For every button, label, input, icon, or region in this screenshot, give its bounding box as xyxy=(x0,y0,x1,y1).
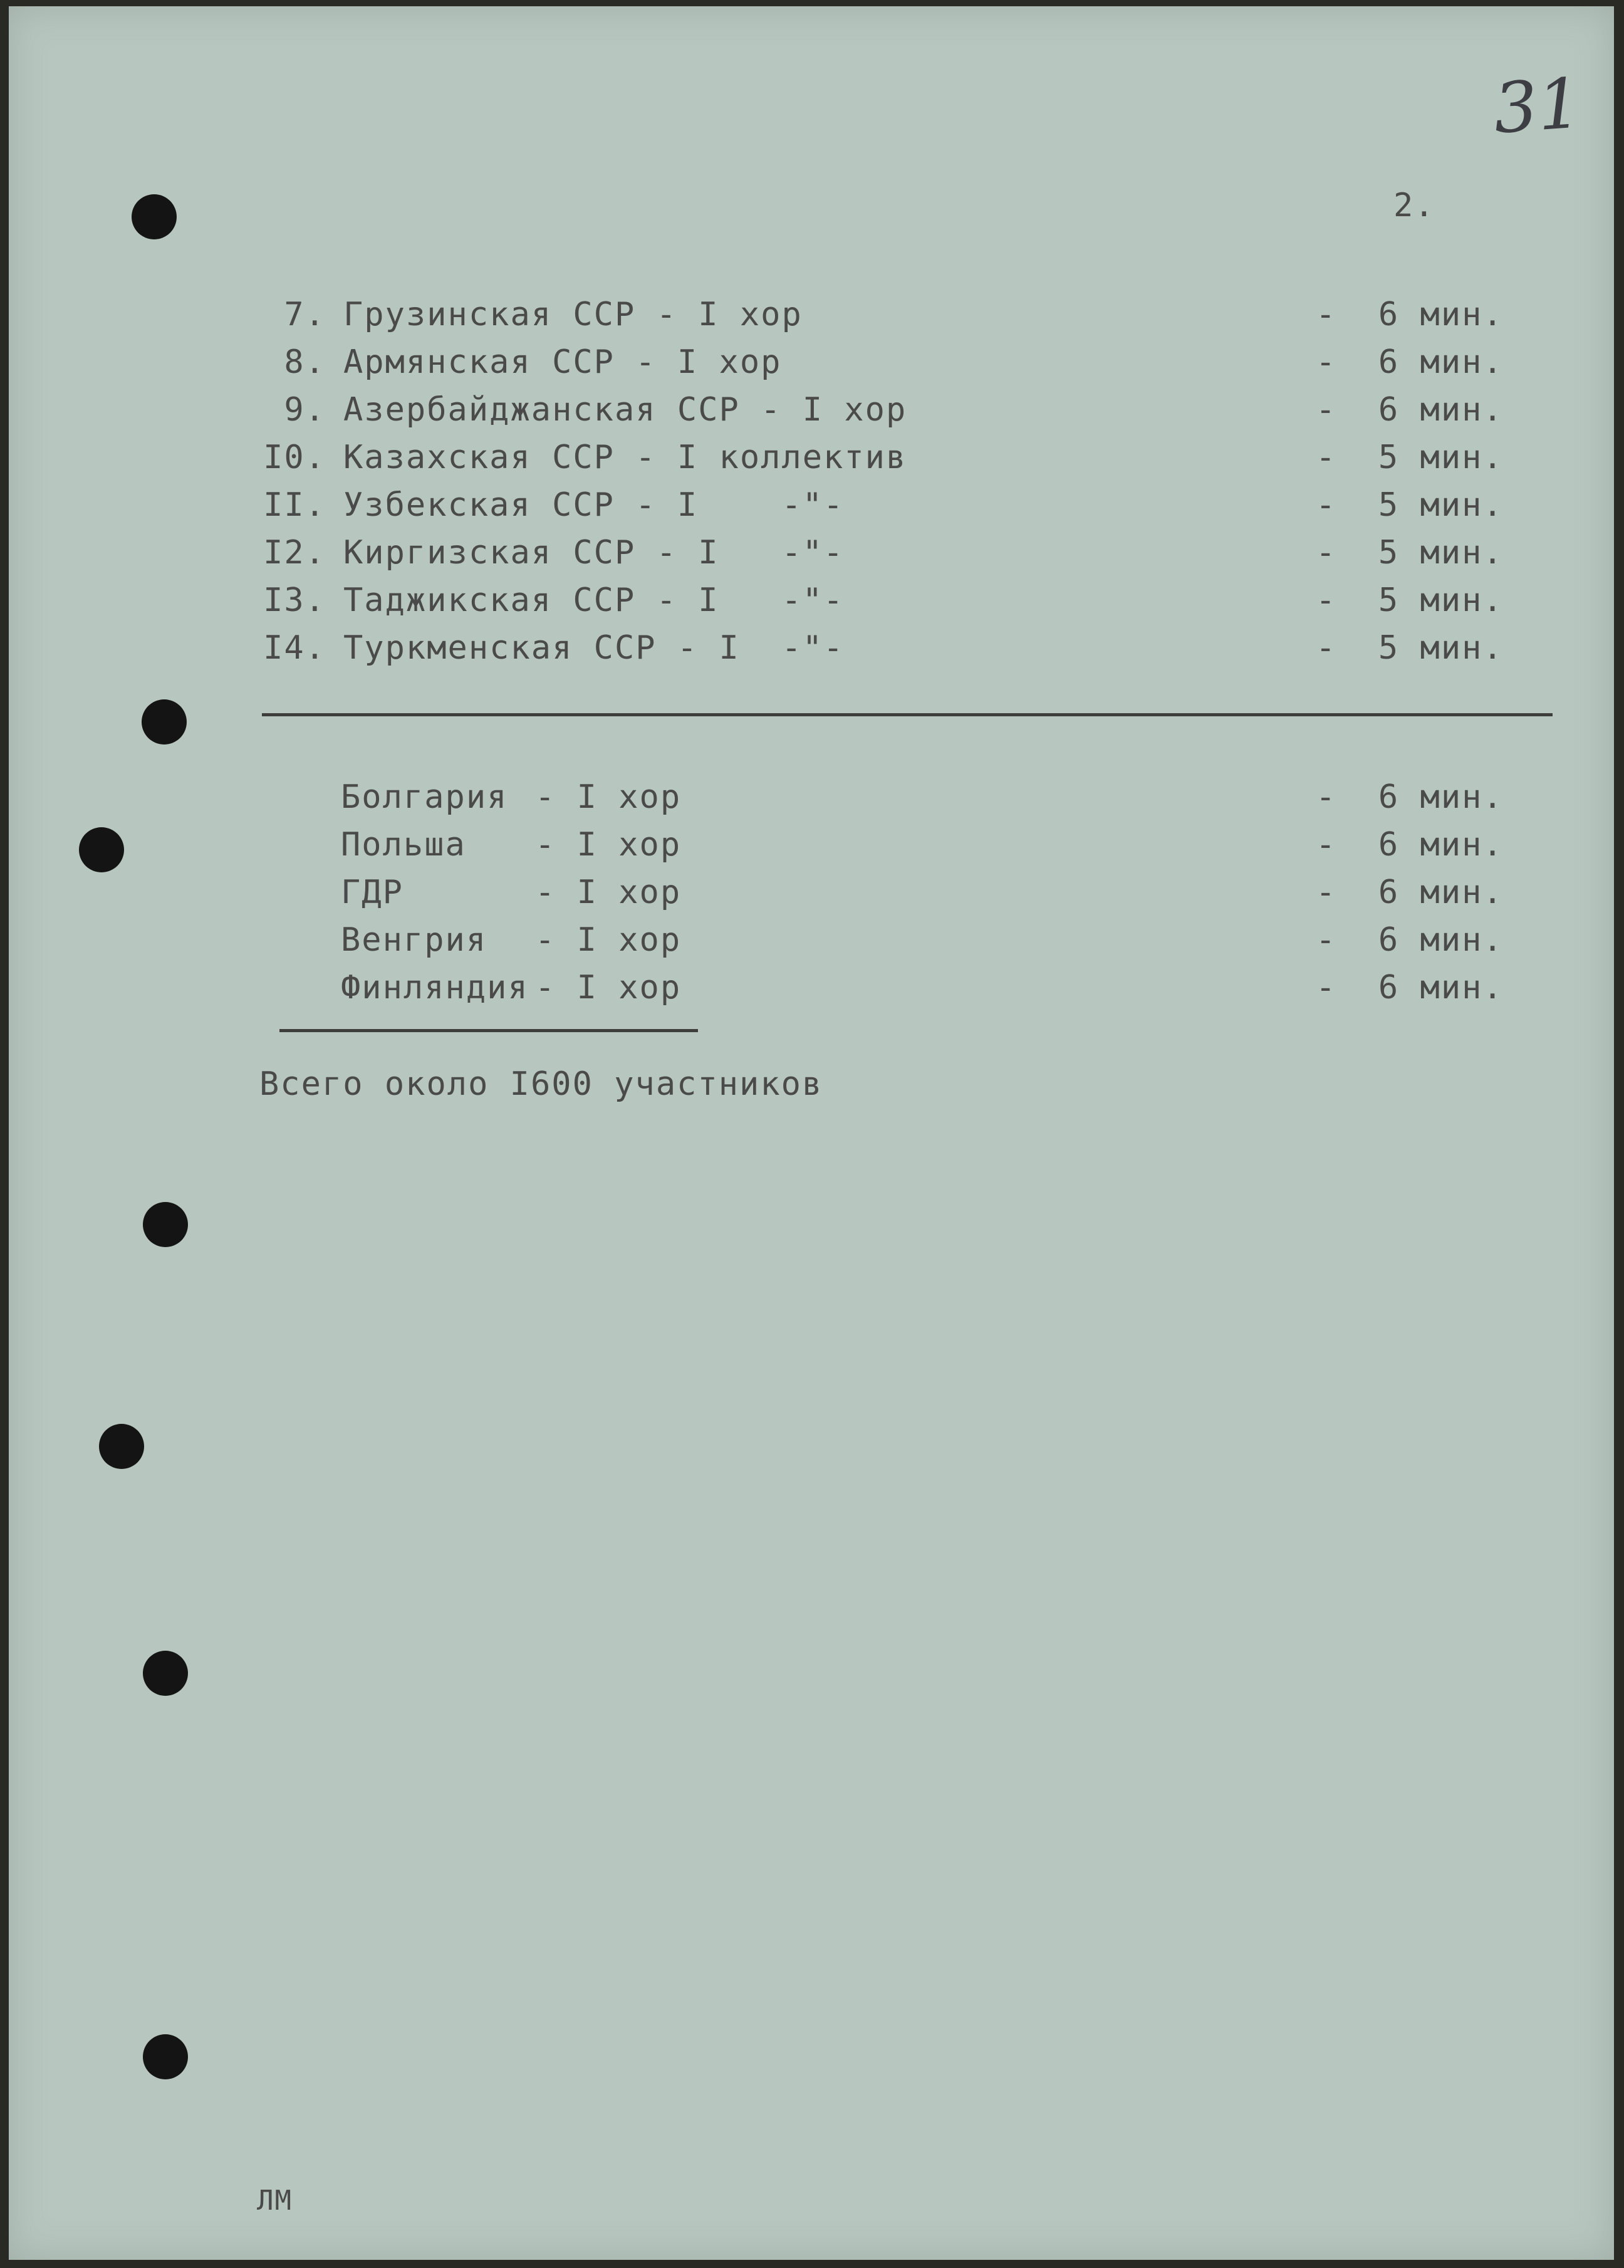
total-participants: Всего около I600 участников xyxy=(259,1065,823,1103)
list-item-time: - 5 мин. xyxy=(1316,439,1504,476)
list-item-time: - 5 мин. xyxy=(1316,486,1504,524)
list-item-name: Таджикская ССР - I -"- xyxy=(343,582,845,619)
country-name: Венгрия xyxy=(341,921,487,959)
country-time: - 6 мин. xyxy=(1316,969,1504,1006)
country-name: ГДР xyxy=(341,874,403,911)
country-unit: - I хор xyxy=(535,969,682,1006)
list-item-time: - 6 мин. xyxy=(1316,296,1504,333)
country-unit: - I хор xyxy=(535,921,682,959)
list-item-name: Армянская ССР - I хор xyxy=(343,343,782,381)
list-item-time: - 5 мин. xyxy=(1316,582,1504,619)
list-item-number: I3. xyxy=(263,582,326,619)
list-item-name: Азербайджанская ССР - I хор xyxy=(343,391,907,429)
page-number: 2. xyxy=(1393,187,1435,224)
list-item-time: - 6 мин. xyxy=(1316,391,1504,429)
list-item-time: - 5 мин. xyxy=(1316,534,1504,572)
punch-hole xyxy=(143,2034,188,2079)
list-item-name: Казахская ССР - I коллектив xyxy=(343,439,907,476)
list-item-number: I2. xyxy=(263,534,326,572)
section-divider xyxy=(262,713,1553,716)
list-item-number: I0. xyxy=(263,439,326,476)
typist-initials: ЛМ xyxy=(257,2185,293,2217)
punch-hole xyxy=(143,1202,188,1247)
punch-hole xyxy=(143,1651,188,1696)
list-item-number: I4. xyxy=(263,629,326,667)
country-time: - 6 мин. xyxy=(1316,826,1504,864)
list-item-number: 8. xyxy=(284,343,326,381)
list-item-name: Узбекская ССР - I -"- xyxy=(343,486,845,524)
punch-hole xyxy=(132,194,177,239)
country-name: Польша xyxy=(341,826,466,864)
country-unit: - I хор xyxy=(535,826,682,864)
country-unit: - I хор xyxy=(535,874,682,911)
country-unit: - I хор xyxy=(535,778,682,816)
country-time: - 6 мин. xyxy=(1316,874,1504,911)
list-item-name: Туркменская ССР - I -"- xyxy=(343,629,845,667)
list-item-time: - 6 мин. xyxy=(1316,343,1504,381)
punch-hole xyxy=(79,827,124,872)
total-divider xyxy=(279,1029,698,1032)
archive-folio-number: 31 xyxy=(1491,63,1585,149)
document-sheet xyxy=(9,6,1614,2260)
list-item-time: - 5 мин. xyxy=(1316,629,1504,667)
list-item-number: 9. xyxy=(284,391,326,429)
punch-hole xyxy=(142,699,187,745)
list-item-number: 7. xyxy=(284,296,326,333)
list-item-name: Киргизская ССР - I -"- xyxy=(343,534,845,572)
country-time: - 6 мин. xyxy=(1316,778,1504,816)
list-item-number: II. xyxy=(263,486,326,524)
country-name: Финляндия xyxy=(341,969,529,1006)
country-time: - 6 мин. xyxy=(1316,921,1504,959)
punch-hole xyxy=(99,1424,144,1469)
list-item-name: Грузинская ССР - I хор xyxy=(343,296,803,333)
country-name: Болгария xyxy=(341,778,508,816)
